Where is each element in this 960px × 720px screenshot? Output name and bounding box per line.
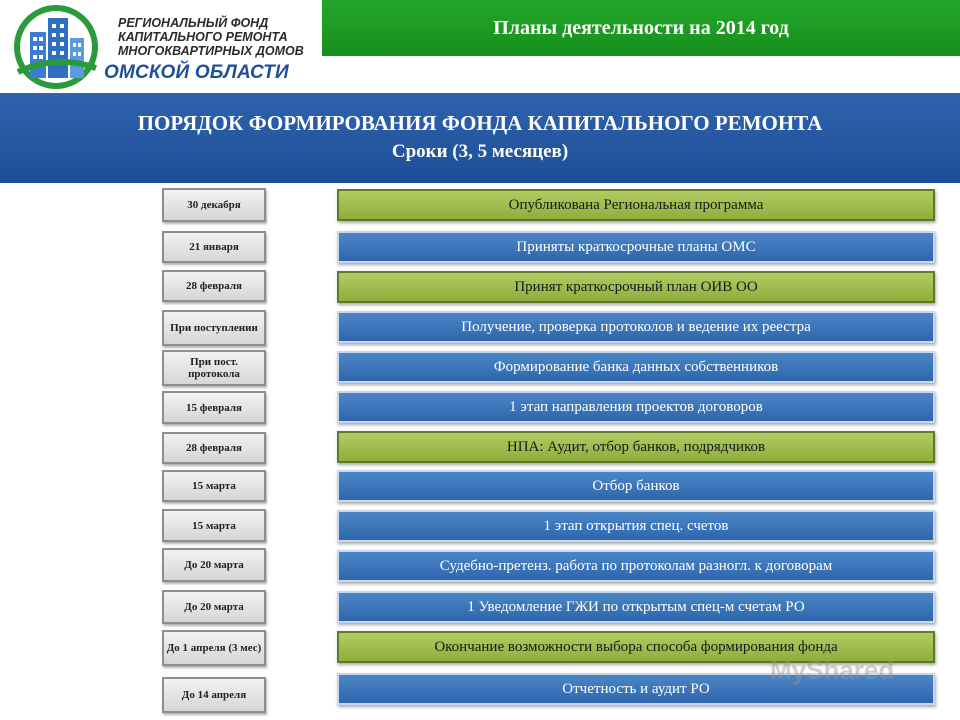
section-subtitle: Сроки (3, 5 месяцев) bbox=[391, 141, 569, 162]
logo-region: ОМСКОЙ ОБЛАСТИ bbox=[104, 62, 289, 83]
task-bar: 1 этап направления проектов договоров bbox=[337, 391, 935, 423]
date-label: 21 января bbox=[162, 231, 266, 263]
task-bar: Получение, проверка протоколов и ведение их реестра bbox=[337, 311, 935, 343]
task-bar: Приняты краткосрочные планы ОМС bbox=[337, 231, 935, 263]
date-label: 28 февраля bbox=[162, 432, 266, 464]
logo-line-3: МНОГОКВАРТИРНЫХ ДОМОВ bbox=[118, 44, 304, 58]
date-label: 15 марта bbox=[162, 509, 266, 542]
plans-title: Планы деятельности на 2014 год bbox=[493, 16, 789, 39]
logo-line-2: КАПИТАЛЬНОГО РЕМОНТА bbox=[118, 30, 288, 44]
date-label: 30 декабря bbox=[162, 188, 266, 222]
task-bar: Принят краткосрочный план ОИВ ОО bbox=[337, 271, 935, 303]
date-label: 28 февраля bbox=[162, 270, 266, 302]
task-bar: 1 этап открытия спец. счетов bbox=[337, 510, 935, 542]
task-bar: Формирование банка данных собственников bbox=[337, 351, 935, 383]
section-title-band bbox=[0, 93, 960, 183]
task-bar: Опубликована Региональная программа bbox=[337, 189, 935, 221]
task-bar: Судебно-претенз. работа по протоколам разногл. к договорам bbox=[337, 550, 935, 582]
date-label: До 1 апреля (3 мес) bbox=[162, 630, 266, 666]
date-label: До 20 марта bbox=[162, 590, 266, 624]
plans-title-bar bbox=[322, 0, 960, 56]
fund-logo bbox=[8, 2, 308, 92]
date-label: 15 февраля bbox=[162, 391, 266, 424]
date-label: 15 марта bbox=[162, 470, 266, 502]
task-bar: Окончание возможности выбора способа формирования фонда bbox=[337, 631, 935, 663]
building-logo-icon bbox=[8, 2, 108, 92]
logo-line-1: РЕГИОНАЛЬНЫЙ ФОНД bbox=[118, 16, 269, 30]
date-label: При поступлении bbox=[162, 310, 266, 346]
task-bar: Отчетность и аудит РО bbox=[337, 673, 935, 705]
date-label: При пост. протокола bbox=[162, 350, 266, 386]
task-bar: 1 Уведомление ГЖИ по открытым спец-м счетам РО bbox=[337, 591, 935, 623]
date-label: До 20 марта bbox=[162, 548, 266, 582]
task-bar: НПА: Аудит, отбор банков, подрядчиков bbox=[337, 431, 935, 463]
logo-text bbox=[118, 16, 304, 58]
watermark: MyShared bbox=[770, 655, 895, 685]
date-label: До 14 апреля bbox=[162, 677, 266, 713]
section-title: ПОРЯДОК ФОРМИРОВАНИЯ ФОНДА КАПИТАЛЬНОГО РЕМОНТА bbox=[137, 111, 823, 135]
task-bar: Отбор банков bbox=[337, 470, 935, 502]
